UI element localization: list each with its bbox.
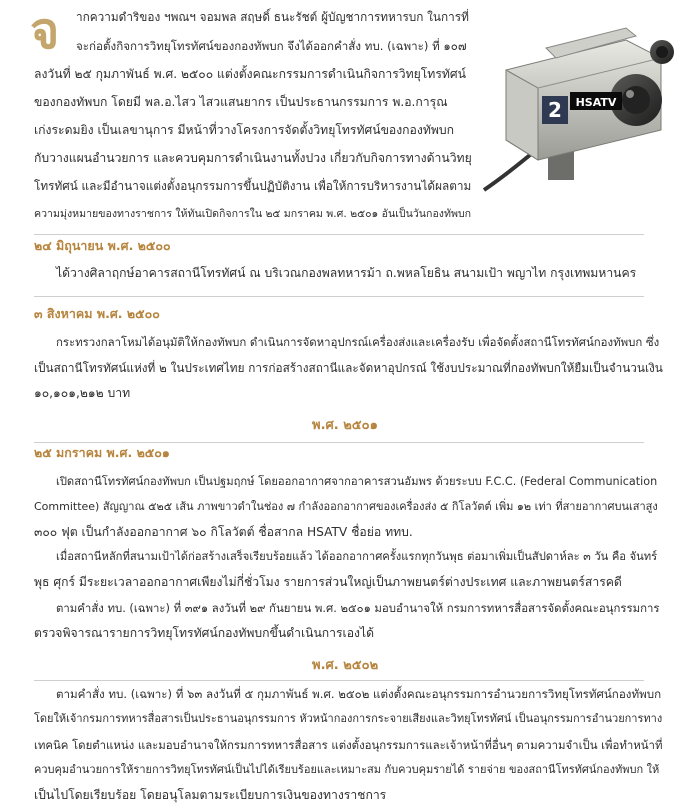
section-line: เมื่อสถานีหลักที่สนามเป้าได้ก่อสร้างเสร็จเรียบร้อยแล้ว ได้ออกอากาศครั้งแรกทุกวันพุธ ต่อมาเพิ่มเป็นสัปดาห์ละ ๓ วัน คือ จันทร์ — [56, 550, 658, 563]
intro-line: ากความดำริของ ฯพณฯ จอมพล สฤษดิ์ ธนะรัชต์ ผู้บัญชาการทหารบก ในการที่ — [76, 10, 469, 24]
section-date: ๒๔ มิถุนายน พ.ศ. ๒๕๐๐ — [34, 238, 171, 253]
section-line: ควบคุมอำนวยการให้รายการวิทยุโทรทัศน์เป็นไปได้เรียบร้อยและเหมาะสม กับควบคุมรายได้ รายจ่าย ของสถานีโทรทัศน์กองทัพบก ให้ — [34, 763, 660, 776]
divider — [34, 680, 644, 681]
divider — [34, 234, 644, 235]
drop-cap: จ — [30, 1, 60, 60]
section-line: ตามคำสั่ง ทบ. (เฉพาะ) ที่ ๖๓ ลงวันที่ ๕ กุมภาพันธ์ พ.ศ. ๒๕๐๒ แต่งตั้งคณะอนุกรรมการอำนวยการวิทยุโทรทัศน์กองทัพบก — [56, 687, 662, 701]
section-line: ตรวจพิจารณารายการวิทยุโทรทัศน์กองทัพบกขึ้นดำเนินการเองได้ — [34, 626, 375, 640]
section-line: เทคนิค โดยตำแหน่ง และมอบอำนาจให้กรมการทหารสื่อสาร แต่งตั้งอนุกรรมการและเจ้าหน้าที่อื่นๆ ตามความจำเป็น เพื่อทำหน้าที่ — [34, 738, 663, 752]
year-heading: พ.ศ. ๒๕๐๑ — [312, 418, 378, 433]
section-line: พุธ ศุกร์ มีระยะเวลาออกอากาศเพียงไม่กี่ชั่วโมง รายการส่วนใหญ่เป็นภาพยนตร์ต่างประเทศ และภาพยนตร์สารคดี — [34, 575, 622, 589]
section-line: ๑๐,๑๐๑,๒๑๒ บาท — [34, 386, 131, 400]
tv-camera-photo — [476, 0, 680, 196]
section-line: เป็นไปโดยเรียบร้อย โดยอนุโลมตามระเบียบการเงินของทางราชการ — [34, 788, 387, 802]
divider — [34, 296, 644, 297]
intro-line: เก่งระดมยิง เป็นเลขานุการ มีหน้าที่วางโครงการจัดตั้งวิทยุโทรทัศน์ของกองทัพบก — [34, 123, 454, 137]
section-line: เป็นสถานีโทรทัศน์แห่งที่ ๒ ในประเทศไทย การก่อสร้างสถานีและจัดหาอุปกรณ์ ใช้งบประมาณที่กองทัพบกให้ยืมเป็นจำนวนเงิน — [34, 361, 663, 375]
section-line: ได้วางศิลาฤกษ์อาคารสถานีโทรทัศน์ ณ บริเวณกองพลทหารม้า ถ.พหลโยธิน สนามเป้า พญาไท กรุงเทพมหานคร — [56, 266, 637, 280]
intro-line: จะก่อตั้งกิจการวิทยุโทรทัศน์ของกองทัพบก จึงได้ออกคำสั่ง ทบ. (เฉพาะ) ที่ ๑๐๗ — [76, 39, 467, 53]
divider — [34, 442, 644, 443]
intro-line: กับวางแผนอำนวยการ และควบคุมการดำเนินงานทั้งปวง เกี่ยวกับกิจการทางด้านวิทยุ — [34, 151, 472, 165]
section-line: กระทรวงกลาโหมได้อนุมัติให้กองทัพบก ดำเนินการจัดหาอุปกรณ์เครื่องส่งและเครื่องรับ เพื่อจัดตั้งสถานีโทรทัศน์กองทัพบก ซึ่ง — [56, 335, 660, 349]
hsatv-label: HSATV — [575, 96, 617, 109]
intro-line: ของกองทัพบก โดยมี พล.อ.ไสว ไสวแสนยากร เป็นประธานกรรมการ พ.อ.การุณ — [34, 95, 448, 109]
year-heading: พ.ศ. ๒๕๐๒ — [312, 658, 379, 673]
intro-line: ลงวันที่ ๒๕ กุมภาพันธ์ พ.ศ. ๒๕๐๐ แต่งตั้งคณะกรรมการดำเนินกิจการวิทยุโทรทัศน์ — [34, 67, 466, 81]
section-line: โดยให้เจ้ากรมการทหารสื่อสารเป็นประธานอนุกรรมการ หัวหน้ากองการกระจายเสียงและวิทยุโทรทัศน์ เป็นอนุกรรมการอำนวยการทาง — [34, 712, 663, 725]
section-date: ๓ สิงหาคม พ.ศ. ๒๕๐๐ — [34, 306, 160, 321]
intro-line: โทรทัศน์ และมีอำนาจแต่งตั้งอนุกรรมการขึ้นปฏิบัติงาน เพื่อให้การบริหารงานได้ผลตาม — [34, 179, 472, 193]
intro-line: ความมุ่งหมายของทางราชการ ให้ทันเปิดกิจการใน ๒๕ มกราคม พ.ศ. ๒๕๐๑ อันเป็นวันกองทัพบก — [34, 208, 472, 220]
section-line: เปิดสถานีโทรทัศน์กองทัพบก เป็นปฐมฤกษ์ โดยออกอากาศจากอาคารสวนอัมพร ด้วยระบบ F.C.C. (Federal Communication — [56, 475, 658, 488]
section-line: ตามคำสั่ง ทบ. (เฉพาะ) ที่ ๓๙๑ ลงวันที่ ๒๙ กันยายน พ.ศ. ๒๕๐๑ มอบอำนาจให้ กรมการทหารสื่อสารจัดตั้งคณะอนุกรรมการ — [56, 601, 660, 615]
section-date: ๒๕ มกราคม พ.ศ. ๒๕๐๑ — [34, 445, 170, 460]
section-line: Committee) สัญญาณ ๕๒๕ เส้น ภาพขาวดำในช่อง ๗ กำลังออกอากาศของเครื่องส่ง ๕ กิโลวัตต์ เพิ่ม ๑๒ เท่า ที่สายอากาศบนเสาสูง — [34, 500, 658, 513]
camera-number: 2 — [548, 98, 562, 122]
section-line: ๓๐๐ ฟุต เป็นกำลังออกอากาศ ๖๐ กิโลวัตต์ ชื่อสากล HSATV ชื่อย่อ ททบ. — [34, 525, 413, 539]
